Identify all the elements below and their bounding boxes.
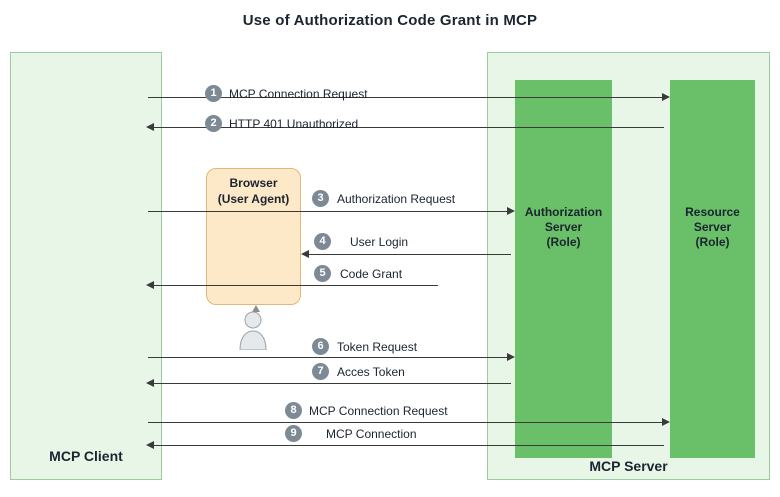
arrow-step-4 <box>303 254 511 255</box>
user-icon <box>236 308 270 350</box>
arrow-head-step-3 <box>507 207 515 215</box>
step-badge-3: 3 <box>312 190 329 207</box>
arrow-step-5 <box>148 285 438 286</box>
browser-line-2: (User Agent) <box>217 192 290 206</box>
step-badge-9: 9 <box>285 425 302 442</box>
arrow-step-8 <box>148 422 664 423</box>
arrow-step-3 <box>148 211 511 212</box>
lifeline-authorization-server <box>515 80 612 458</box>
step-badge-5: 5 <box>314 265 331 282</box>
step-badge-6: 6 <box>312 338 329 355</box>
arrow-step-2 <box>148 127 664 128</box>
diagram-title: Use of Authorization Code Grant in MCP <box>242 12 538 29</box>
step-label-8: MCP Connection Request <box>309 404 448 418</box>
lifeline-authorization-server-label <box>515 205 612 250</box>
step-label-3: Authorization Request <box>337 192 456 206</box>
actor-mcp-server-label: MCP Server <box>589 458 668 474</box>
step-badge-7: 7 <box>312 363 329 380</box>
resource-server-line-1: Resource <box>685 205 740 219</box>
authorization-server-line-1: Authorization <box>524 205 603 219</box>
authorization-server-line-3: (Role) <box>546 235 581 249</box>
step-label-7: Acces Token <box>337 365 405 379</box>
arrow-head-step-4 <box>301 250 309 258</box>
step-label-5: Code Grant <box>340 267 403 281</box>
step-label-9: MCP Connection <box>326 427 417 441</box>
actor-browser-label <box>206 175 301 207</box>
step-badge-4: 4 <box>314 233 331 250</box>
arrow-head-step-7 <box>146 379 154 387</box>
step-label-4: User Login <box>350 235 409 249</box>
arrow-head-step-2 <box>146 123 154 131</box>
resource-server-line-2: Server <box>693 220 732 234</box>
actor-mcp-client <box>10 52 162 480</box>
arrow-step-9 <box>148 445 664 446</box>
lifeline-resource-server <box>670 80 755 458</box>
step-badge-8: 8 <box>285 402 302 419</box>
arrow-step-1 <box>148 97 664 98</box>
step-label-1: MCP Connection Request <box>229 87 368 101</box>
step-label-6: Token Request <box>337 340 418 354</box>
step-badge-2: 2 <box>205 115 222 132</box>
step-badge-1: 1 <box>205 85 222 102</box>
authorization-server-line-2: Server <box>544 220 583 234</box>
browser-line-1: Browser <box>229 176 278 190</box>
step-label-2: HTTP 401 Unauthorized <box>229 117 359 131</box>
actor-mcp-client-label: MCP Client <box>49 448 123 464</box>
arrow-step-6 <box>148 357 511 358</box>
arrow-head-step-5 <box>146 281 154 289</box>
arrow-step-7 <box>148 383 511 384</box>
arrow-head-step-1 <box>662 93 670 101</box>
arrow-head-step-6 <box>507 353 515 361</box>
resource-server-line-3: (Role) <box>695 235 730 249</box>
arrow-head-step-9 <box>146 441 154 449</box>
lifeline-resource-server-label <box>670 205 755 250</box>
arrow-head-step-8 <box>662 418 670 426</box>
